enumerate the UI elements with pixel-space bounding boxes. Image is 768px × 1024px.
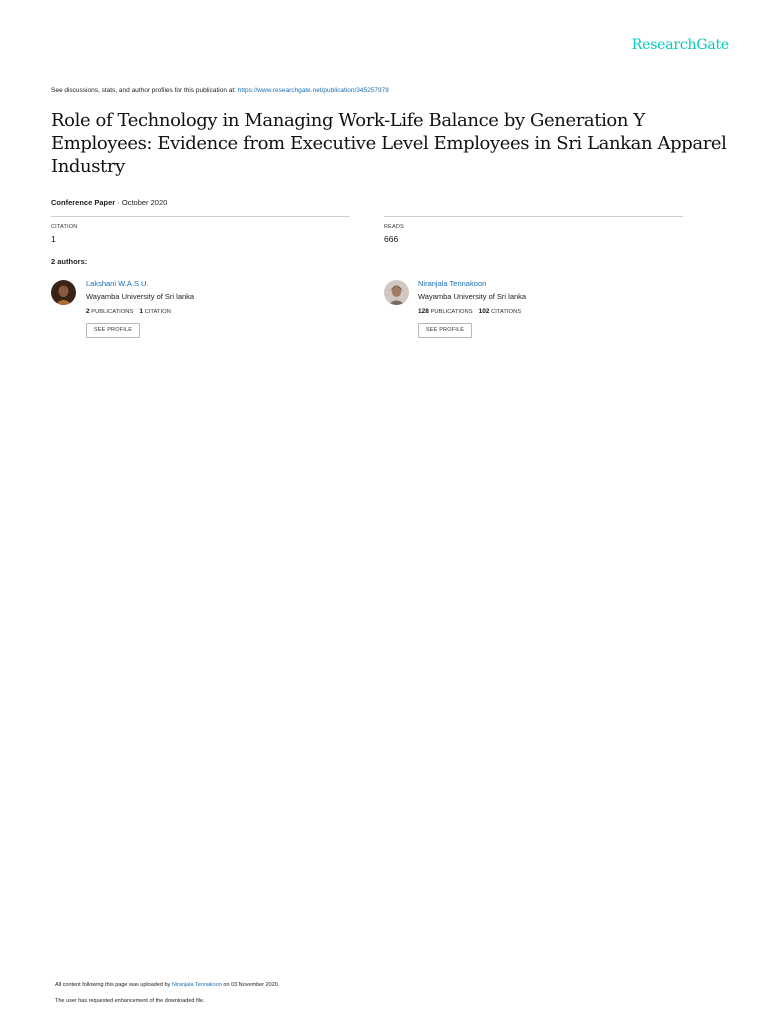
author-photo-icon [384,280,409,305]
author-institution: Wayamba University of Sri lanka [418,292,527,301]
see-profile-button[interactable]: SEE PROFILE [418,323,472,338]
author-stats [86,308,171,315]
citation-divider [51,216,350,217]
author-publications-label: PUBLICATIONS [91,309,134,315]
citation-count: 1 [51,234,56,244]
author-institution: Wayamba University of Sri lanka [86,292,195,301]
author-citations-label: CITATION [144,309,171,315]
reads-label: READS [384,224,404,230]
uploader-link[interactable]: Niranjala Tennakoon [171,982,222,988]
author-publications-count: 128 [418,308,429,315]
publication-type: Conference Paper [51,198,116,207]
author-stats [418,308,521,315]
discussion-line [51,87,389,94]
see-profile-button[interactable]: SEE PROFILE [86,323,140,338]
publication-date: · October 2020 [115,198,168,207]
author-photo-icon [51,280,76,305]
author-publications-label: PUBLICATIONS [430,309,473,315]
author-avatar[interactable] [384,280,409,305]
reads-divider [384,216,683,217]
upload-note [55,982,279,988]
author-citations-label: CITATIONS [491,309,522,315]
publication-title: Role of Technology in Managing Work-Life Balance by Generation Y Employees: Evidence from Executive Level Employees in Sri Lankan Apparel Industry [51,110,727,177]
discussion-text: See discussions, stats, and author profiles for this publication at: [51,87,238,94]
author-name-link[interactable]: Niranjala Tennakoon [418,279,487,288]
citation-label: CITATION [51,224,78,230]
author-name-link[interactable]: Lakshani W.A.S.U. [86,279,149,288]
authors-heading: 2 authors: [51,257,88,266]
publication-meta [51,198,167,207]
author-citations-count: 1 [139,308,143,315]
publication-link[interactable]: https://www.researchgate.net/publication/345257978 [237,87,389,94]
researchgate-logo[interactable]: ResearchGate [631,37,729,53]
enhancement-note: The user has requested enhancement of the downloaded file. [55,998,205,1004]
author-avatar[interactable] [51,280,76,305]
reads-count: 666 [384,234,399,244]
author-citations-count: 102 [478,308,490,315]
author-publications-count: 2 [86,308,90,315]
upload-note-prefix: All content following this page was uploaded by [55,982,172,988]
upload-note-suffix: on 03 November 2020. [221,982,280,988]
